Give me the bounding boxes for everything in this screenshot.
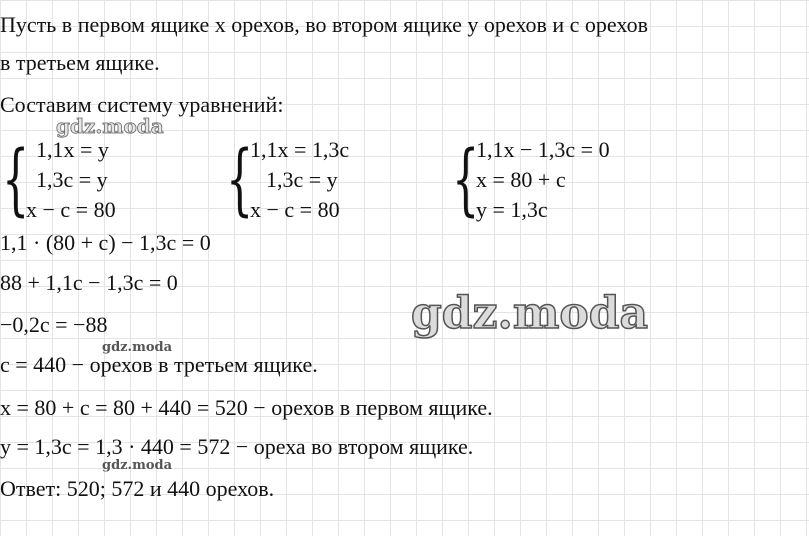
system-3-row-3: y = 1,3c xyxy=(476,197,548,222)
system-2-row-1: 1,1x = 1,3c xyxy=(250,137,350,162)
system-1-row-1: 1,1x = y xyxy=(36,137,109,162)
system-2-row-2: 1,3c = y xyxy=(266,167,338,192)
equation-step-4: c = 440 − орехов в третьем ящике. xyxy=(0,352,318,377)
system-3-row-2: x = 80 + c xyxy=(476,167,566,192)
brace-icon: { xyxy=(226,135,254,225)
system-1-row-2: 1,3c = y xyxy=(36,167,108,192)
watermark-small-2: gdz.moda xyxy=(102,458,173,473)
equation-step-2: 88 + 1,1c − 1,3c = 0 xyxy=(0,270,178,295)
equation-step-5: x = 80 + c = 80 + 440 = 520 − орехов в первом ящике. xyxy=(0,395,493,420)
brace-icon: { xyxy=(2,135,30,225)
equation-step-1: 1,1 · (80 + c) − 1,3c = 0 xyxy=(0,230,211,255)
brace-icon: { xyxy=(452,135,480,225)
problem-statement-line-2: в третьем ящике. xyxy=(0,50,160,75)
system-heading: Составим систему уравнений: xyxy=(0,92,284,117)
problem-statement-line-1: Пусть в первом ящике x орехов, во втором ящике y орехов и c орехов xyxy=(0,12,648,37)
watermark-large: gdz.moda xyxy=(411,288,649,339)
equation-step-3: −0,2c = −88 xyxy=(0,312,108,337)
system-2-row-3: x − c = 80 xyxy=(250,197,340,222)
watermark-medium: gdz.moda xyxy=(56,114,164,138)
equation-step-6: y = 1,3c = 1,3 · 440 = 572 − ореха во втором ящике. xyxy=(0,434,474,459)
system-3-row-1: 1,1x − 1,3c = 0 xyxy=(476,137,610,162)
system-1-row-3: x − c = 80 xyxy=(26,197,116,222)
answer-line: Ответ: 520; 572 и 440 орехов. xyxy=(0,476,275,501)
watermark-small-1: gdz.moda xyxy=(102,340,173,355)
